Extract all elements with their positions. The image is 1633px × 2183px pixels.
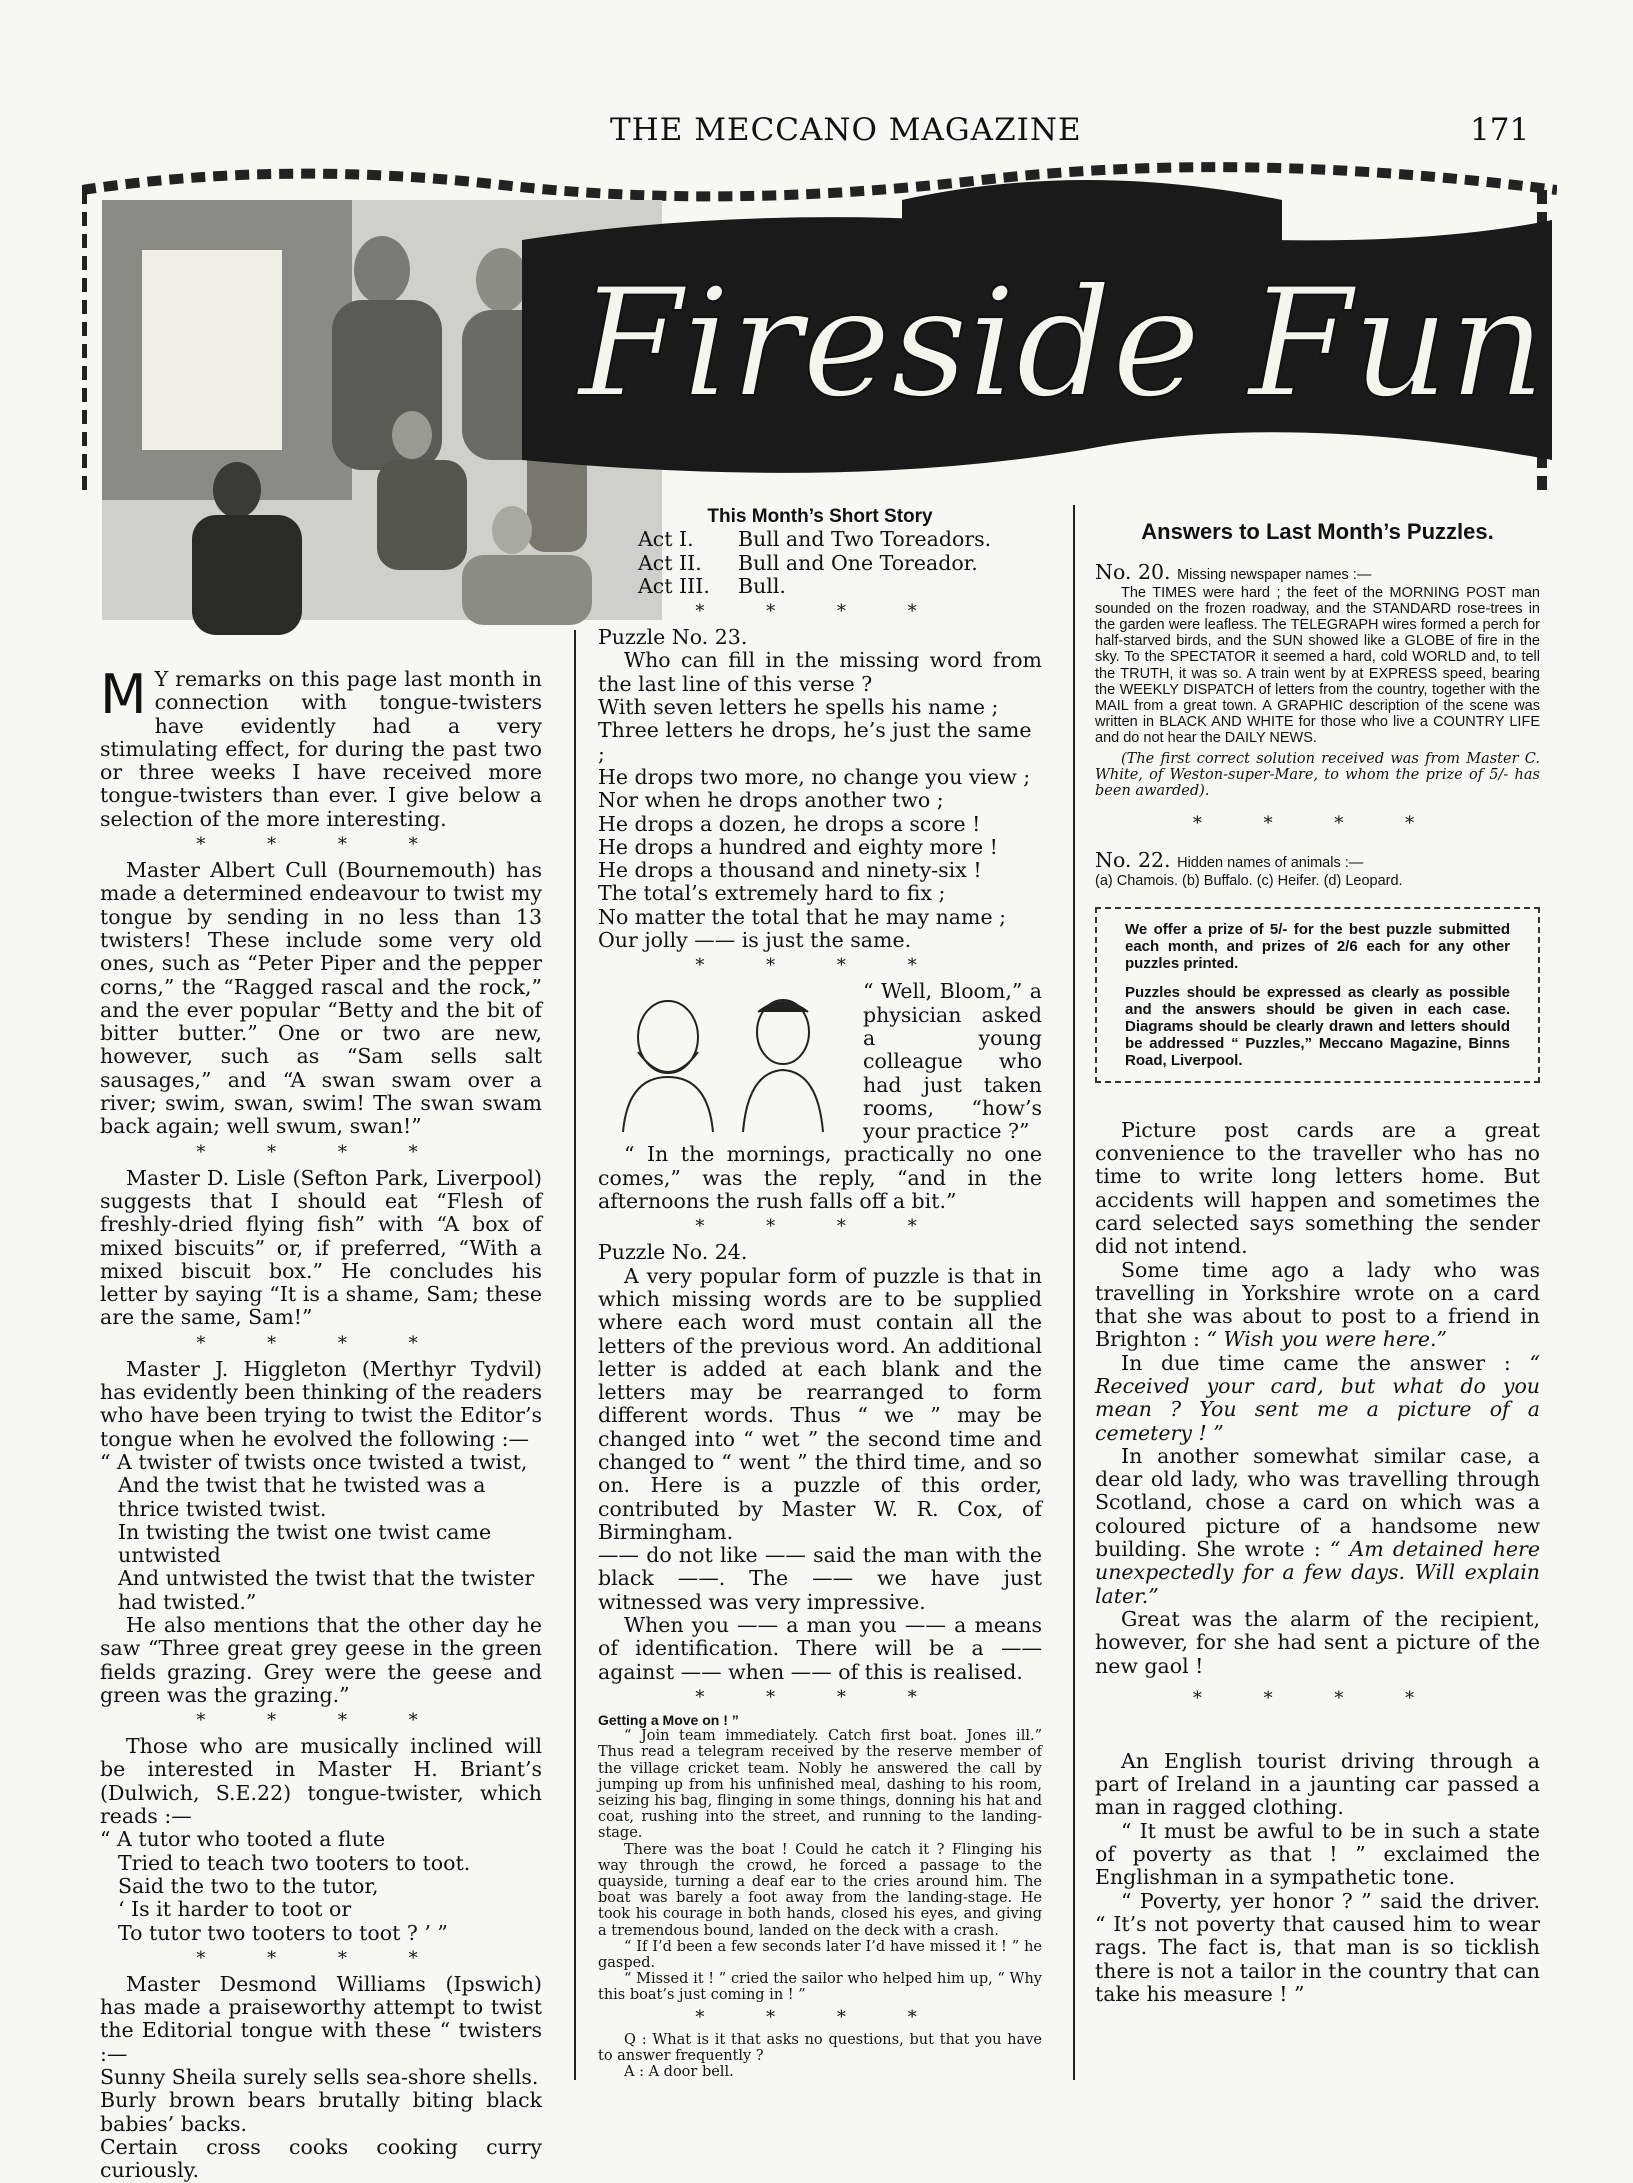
no-22-answers: (a) Chamois. (b) Buffalo. (c) Heifer. (d) Leopard.: [1095, 872, 1403, 889]
answers-heading: Answers to Last Month’s Puzzles.: [1141, 519, 1494, 544]
puzzle-24-blanks-2: When you —— a man you —— a means of identification. There will be a —— against —— when —— of this is realised.: [598, 1613, 1042, 1684]
no-20-winner: (The first correct solution received was from Master C. White, of Weston-super-Mare, to whom the prize of 5/- has been awarded).: [1095, 750, 1540, 800]
sheila-line: Sunny Sheila surely sells sea-shore shells.: [100, 2065, 539, 2090]
doctors-illustration: [598, 982, 853, 1132]
banner-title: Fireside Fun: [578, 257, 1546, 431]
section-divider: * * * *: [695, 1216, 945, 1238]
move-on-heading: Getting a Move on ! ”: [598, 1711, 739, 1728]
column-3: [1095, 520, 1540, 2006]
column-rule-right: [1073, 505, 1075, 2080]
column-rule-left: [574, 630, 576, 2080]
qa-question: Q : What is it that asks no questions, but that you have to answer frequently ?: [598, 2031, 1042, 2064]
section-divider: * * * *: [695, 1686, 945, 1708]
section-divider: * * * *: [196, 1947, 446, 1969]
cooks-line: Certain cross cooks cooking curry curiously.: [100, 2134, 542, 2183]
lisle-paragraph: Master D. Lisle (Sefton Park, Liverpool) suggests that I should eat “Flesh of freshly-dried flying fish” with “A box of mixed biscuits” or, if preferred, “With a mixed biscuit box.” He concludes his letter by saying “It is a shame, Sam; these are the same, Sam!”: [100, 1165, 542, 1330]
move-on-text: “ Join team immediately. Catch first boat. Jones ill.” Thus read a telegram received by the reserve member of the village cricket team. Nobly he answered the call by jumping up from his unfinished meal, dashing to his room, seizing his bag, flinging in some things, donning his hat and coat, rushing into the street, and running to the landing-stage.: [598, 1728, 1042, 1842]
puzzle-24-title: Puzzle No. 24.: [598, 1240, 748, 1265]
section-divider: * * * *: [695, 601, 945, 623]
no-20-header: No. 20. Missing newspaper names :—: [1095, 560, 1372, 585]
gaol-paragraph: Great was the alarm of the recipient, however, for she had sent a picture of the new gaol !: [1095, 1606, 1540, 1678]
no-22-header: No. 22. Hidden names of animals :—: [1095, 848, 1364, 873]
answer-paragraph: In due time came the answer : “ Received your card, but what do you mean ? You sent me a picture of a cemetery ! ”: [1095, 1350, 1540, 1445]
yorkshire-paragraph: Some time ago a lady who was travelling in Yorkshire wrote on a card that she was about to post to a friend in Brighton : “ Wish you were here.”: [1095, 1257, 1540, 1352]
section-divider: * * * *: [695, 955, 945, 977]
williams-paragraph: Master Desmond Williams (Ipswich) has made a praiseworthy attempt to twist the Editorial tongue with these “ twisters :—: [100, 1971, 542, 2066]
awful-paragraph: “ It must be awful to be in such a state of poverty as that ! ” exclaimed the Englishman in a sympathetic tone.: [1095, 1818, 1540, 1890]
geese-paragraph: He also mentions that the other day he saw “Three great grey geese in the green fields grazing. Grey were the geese and green was the grazing.”: [100, 1612, 542, 1707]
qa-answer: A : A door bell.: [624, 2064, 734, 2081]
magazine-title: THE MECCANO MAGAZINE: [610, 112, 1082, 148]
tourist-paragraph: An English tourist driving through a part of Ireland in a jaunting car passed a man in ragged clothing.: [1095, 1748, 1540, 1820]
puzzle-23-verse: With seven letters he spells his name ; Three letters he drops, he’s just the same ; He drops two more, no change you view ; Nor when he drops another two ; He drops a dozen, he drops a score ! He drops a hundred and eighty more ! He drops a thousand and ninety-six ! The total’s extremely hard to fix ; No matter the total that he may name ; Our jolly —— is just the same.: [598, 695, 1032, 953]
bloom-reply: “ In the mornings, practically no one comes,” was the reply, “and in the afternoons the rush falls off a bit.”: [598, 1142, 1042, 1214]
puzzle-24-blanks-1: —— do not like —— said the man with the black ——. The —— we have just witnessed was very impressive.: [598, 1543, 1042, 1614]
twist-verse: “ A twister of twists once twisted a twist, And the twist that he twisted was a thrice twisted twist. In twisting the twist one twist came untwisted And untwisted the twist that the twister had twisted.”: [100, 1449, 535, 1614]
section-divider: * * * *: [1192, 1687, 1443, 1709]
section-divider: * * * *: [196, 1332, 446, 1354]
briant-paragraph: Those who are musically inclined will be interested in Master H. Briant’s (Dulwich, S.E.22) tongue-twister, which reads :—: [100, 1734, 542, 1829]
move-on-story: Getting a Move on ! ” “ Join team immediately. Catch first boat. Jones ill.” Thus read a telegram received by the reserve member of the village cricket team. Nobly he answered the call by jumping up from his unfinished meal, dashing to his room, seizing his bag, flinging in some things, donning his hat and coat, rushing into the street, and running to the landing-stage. There was the boat ! Could he catch it ? Flinging his way through the crowd, he forced a passage to the quayside, turning a deaf ear to the cries around him. The boat was barely a foot away from the landing-stage. He took his courage in both hands, closed his eyes, and giving a tremendous bound, landed on the deck with a crash. “ If I’d been a few seconds later I’d have missed it ! ” he gasped. “ Missed it ! ” cried the sailor who helped him up, “ Why this boat’s just coming in ! ” * * * * Q : What is it that asks no questions, but that you have to answer frequently ? A : A door bell.: [598, 1711, 1042, 2081]
section-divider: * * * *: [695, 2006, 945, 2028]
postcards-paragraph: Picture post cards are a great convenience to the traveller who has no time to write long letters home. But accidents will happen and sometimes the card selected says something the sender did not intend.: [1095, 1117, 1540, 1259]
puzzle-23-intro: Who can fill in the missing word from the last line of this verse ?: [598, 648, 1042, 696]
no-20-answer: The TIMES were hard ; the feet of the MORNING POST man sounded on the frozen roadway, and the STANDARD rose-trees in the garden were leafless. The TELEGRAPH wires formed a perch for half-starved birds, and the SUN showed like a GLOBE of fire in the sky. To the SPECTATOR it seemed a hard, cold WORLD and, to tell the TRUTH, it was so. A train went by at EXPRESS speed, bearing the WEEKLY DISPATCH of letters from the country, together with the MAIL from a great town. A GRAPHIC description of the scene was written in BLACK AND WHITE for those who live a COUNTRY LIFE and do not hear the DAILY NEWS.: [1095, 584, 1540, 747]
section-divider: * * * *: [196, 1141, 446, 1163]
higgleton-paragraph: Master J. Higgleton (Merthyr Tydvil) has evidently been thinking of the readers who have been trying to twist the Editor’s tongue when he evolved the following :—: [100, 1356, 542, 1451]
section-divider: * * * *: [1192, 813, 1443, 835]
story-acts: Act I. Bull and Two Toreadors. Act II. Bull and One Toreador. Act III. Bull.: [638, 527, 992, 598]
column-1: [100, 663, 542, 2183]
scotland-paragraph: In another somewhat similar case, a dear old lady, who was travelling through Scotland, chose a card on which was a coloured picture of a handsome new building. She wrote : “ Am detained here unexpectedly for a few days. Will explain later.”: [1095, 1443, 1540, 1608]
prize-instructions: Puzzles should be expressed as clearly as possible and the answers should be given in each case. Diagrams should be clearly drawn and letters should be addressed “ Puzzles,” Meccano Magazine, Binns Road, Liverpool.: [1125, 983, 1510, 1069]
intro-paragraph: M Y remarks on this page last month in connection with tongue-twisters have evidently had a very stimulating effect, for during the past two or three weeks I have received more tongue-twisters than ever. I give below a selection of the more interesting.: [100, 663, 542, 831]
bears-line: Burly brown bears brutally biting black babies’ backs.: [100, 2088, 542, 2136]
prize-notice-box: [1095, 907, 1540, 1083]
page-number: 171: [1470, 112, 1530, 148]
doctors-cartoon: [598, 982, 853, 1132]
drop-cap: M: [100, 663, 147, 726]
cull-paragraph: Master Albert Cull (Bournemouth) has made a determined endeavour to twist my tongue by sending in no less than 13 twisters! These include some very old ones, such as “Peter Piper and the pepper corns,” the “Ragged rascal and the rock,” and the ever popular “Betty and the bit of bitter butter.” One or two are new, however, such as “Sam sells salt sausages,” and “A swan swam over a river; swim, swan, swim! The swan swam back again; well swum, swan!”: [100, 858, 542, 1139]
section-divider: * * * *: [196, 834, 446, 856]
bloom-paragraph: “ Well, Bloom,” a physician asked a young colleague who had just taken rooms, “how’s your practice ?”: [863, 979, 1042, 1144]
prize-offer: We offer a prize of 5/- for the best puzzle submitted each month, and prizes of 2/6 each for any other puzzles printed.: [1125, 920, 1510, 972]
tutor-verse: “ A tutor who tooted a flute Tried to teach two tooters to toot. Said the two to the tutor, ‘ Is it harder to toot or To tutor two tooters to toot ? ’ ”: [100, 1827, 471, 1945]
driver-paragraph: “ Poverty, yer honor ? ” said the driver. “ It’s not poverty that caused him to wear rags. The fact is, that man is so ticklish there is not a tailor in the country that can take his measure ! ”: [1095, 1888, 1540, 2006]
story-heading: This Month’s Short Story: [707, 506, 933, 527]
puzzle-23-title: Puzzle No. 23.: [598, 625, 748, 650]
column-2: [598, 505, 1042, 2080]
section-divider: * * * *: [196, 1710, 446, 1732]
puzzle-24-text: A very popular form of puzzle is that in which missing words are to be supplied where each word must contain all the letters of the previous word. An additional letter is added at each blank and the letters may be rearranged to form different words. Thus “ we ” may be changed into “ wet ” the second time and changed to “ went ” the third time, and so on. Here is a puzzle of this order, contributed by Master W. R. Cox, of Birmingham.: [598, 1263, 1042, 1544]
